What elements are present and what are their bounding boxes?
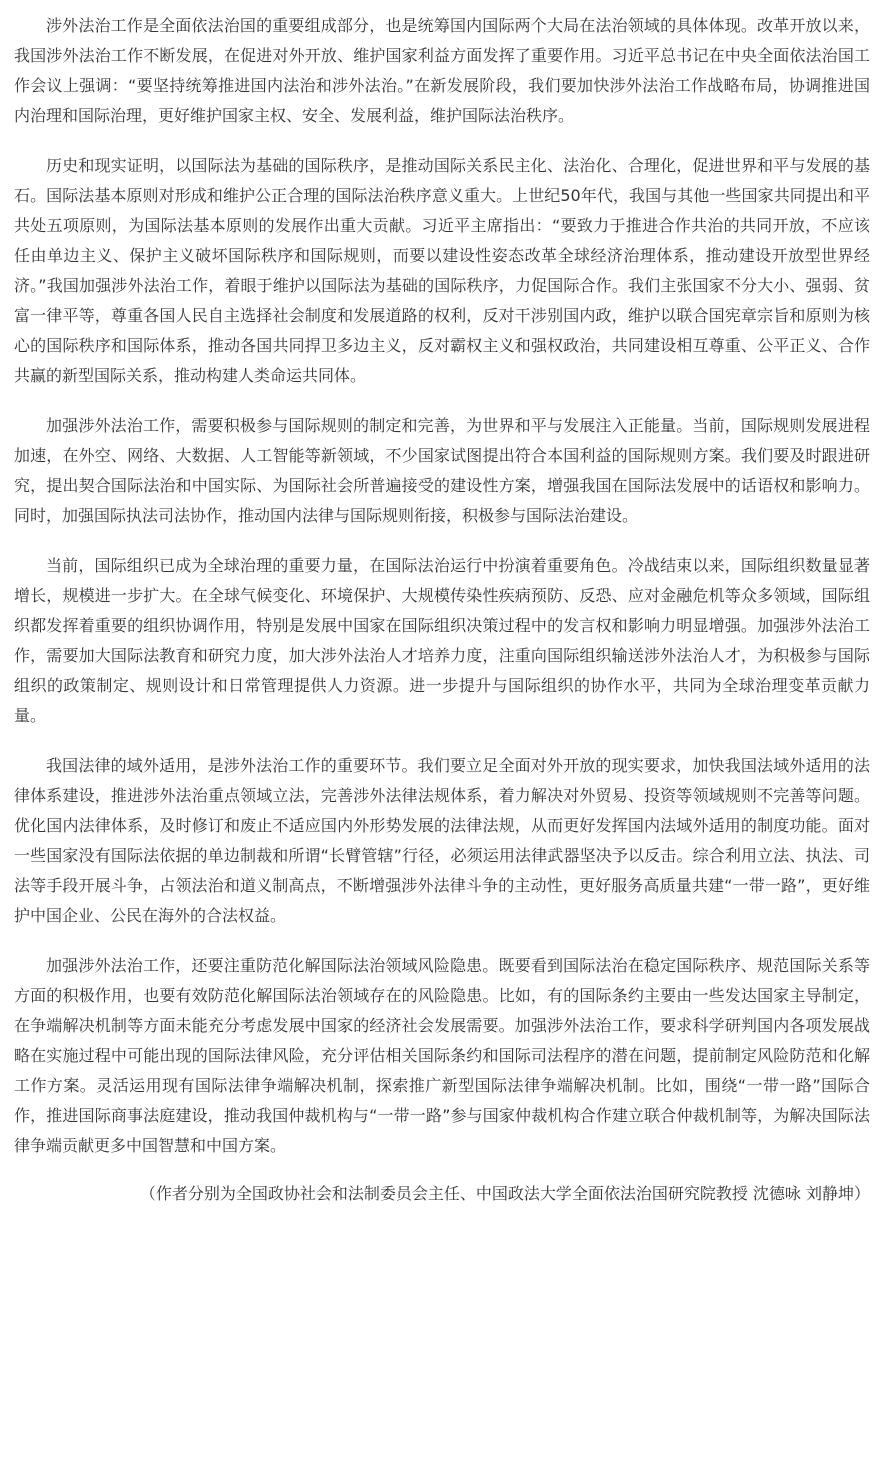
author-byline: （作者分别为全国政协社会和法制委员会主任、中国政法大学全面依法治国研究院教授 沈德咏 刘静坤） <box>139 1184 870 1203</box>
paragraph-5: 我国法律的域外适用，是涉外法治工作的重要环节。我们要立足全面对外开放的现实要求，加快我国法域外适用的法律体系建设，推进涉外法治重点领域立法，完善涉外法律法规体系，着力解决对外贸易、投资等领域规则不完善等问题。优化国内法律体系，及时修订和废止不适应国内外形势发展的法律法规，从而更好发挥国内法域外适用的制度功能。面对一些国家没有国际法依据的单边制裁和所谓“长臂管辖”行径，必须运用法律武器坚决予以反击。综合利用立法、执法、司法等手段开展斗争，占领法治和道义制高点，不断增强涉外法律斗争的主动性，更好服务高质量共建“一带一路”，更好维护中国企业、公民在海外的合法权益。 <box>14 756 870 925</box>
paragraph-2: 历史和现实证明，以国际法为基础的国际秩序，是推动国际关系民主化、法治化、合理化，促进世界和平与发展的基石。国际法基本原则对形成和维护公正合理的国际法治秩序意义重大。上世纪50年代，我国与其他一些国家共同提出和平共处五项原则，为国际法基本原则的发展作出重大贡献。习近平主席指出：“要致力于推进合作共治的共同开放，不应该任由单边主义、保护主义破坏国际秩序和国际规则，而要以建设性姿态改革全球经济治理体系，推动建设开放型世界经济。”我国加强涉外法治工作，着眼于维护以国际法为基础的国际秩序，力促国际合作。我们主张国家不分大小、强弱、贫富一律平等，尊重各国人民自主选择社会制度和发展道路的权利，反对干涉别国内政，维护以联合国宪章宗旨和原则为核心的国际秩序和国际体系，推动各国共同捍卫多边主义，反对霸权主义和强权政治，共同建设相互尊重、公平正义、合作共赢的新型国际关系，推动构建人类命运共同体。 <box>14 156 870 385</box>
paragraph-3: 加强涉外法治工作，需要积极参与国际规则的制定和完善，为世界和平与发展注入正能量。当前，国际规则发展进程加速，在外空、网络、大数据、人工智能等新领域，不少国家试图提出符合本国利益的国际规则方案。我们要及时跟进研究，提出契合国际法治和中国实际、为国际社会所普遍接受的建设性方案，增强我国在国际法发展中的话语权和影响力。同时，加强国际执法司法协作，推动国内法律与国际规则衔接，积极参与国际法治建设。 <box>14 416 870 525</box>
paragraph-4: 当前，国际组织已成为全球治理的重要力量，在国际法治运行中扮演着重要角色。冷战结束以来，国际组织数量显著增长，规模进一步扩大。在全球气候变化、环境保护、大规模传染性疾病预防、反恐、应对金融危机等众多领域，国际组织都发挥着重要的组织协调作用，特别是发展中国家在国际组织决策过程中的发言权和影响力明显增强。加强涉外法治工作，需要加大国际法教育和研究力度，加大涉外法治人才培养力度，注重向国际组织输送涉外法治人才，为积极参与国际组织的政策制定、规则设计和日常管理提供人力资源。进一步提升与国际组织的协作水平，共同为全球治理变革贡献力量。 <box>14 556 870 725</box>
paragraph-1: 涉外法治工作是全面依法治国的重要组成部分，也是统筹国内国际两个大局在法治领域的具体体现。改革开放以来，我国涉外法治工作不断发展，在促进对外开放、维护国家利益方面发挥了重要作用。习近平总书记在中央全面依法治国工作会议上强调：“要坚持统筹推进国内法治和涉外法治。”在新发展阶段，我们要加快涉外法治工作战略布局，协调推进国内治理和国际治理，更好维护国家主权、安全、发展利益，维护国际法治秩序。 <box>14 16 870 125</box>
paragraph-6: 加强涉外法治工作，还要注重防范化解国际法治领域风险隐患。既要看到国际法治在稳定国际秩序、规范国际关系等方面的积极作用，也要有效防范化解国际法治领域存在的风险隐患。比如，有的国际条约主要由一些发达国家主导制定，在争端解决机制等方面未能充分考虑发展中国家的经济社会发展需要。加强涉外法治工作，要求科学研判国内各项发展战略在实施过程中可能出现的国际法律风险，充分评估相关国际条约和国际司法程序的潜在问题，提前制定风险防范和化解工作方案。灵活运用现有国际法律争端解决机制，探索推广新型国际法律争端解决机制。比如，围绕“一带一路”国际合作，推进国际商事法庭建设，推动我国仲裁机构与“一带一路”参与国家仲裁机构合作建立联合仲裁机制等，为解决国际法律争端贡献更多中国智慧和中国方案。 <box>14 956 870 1155</box>
